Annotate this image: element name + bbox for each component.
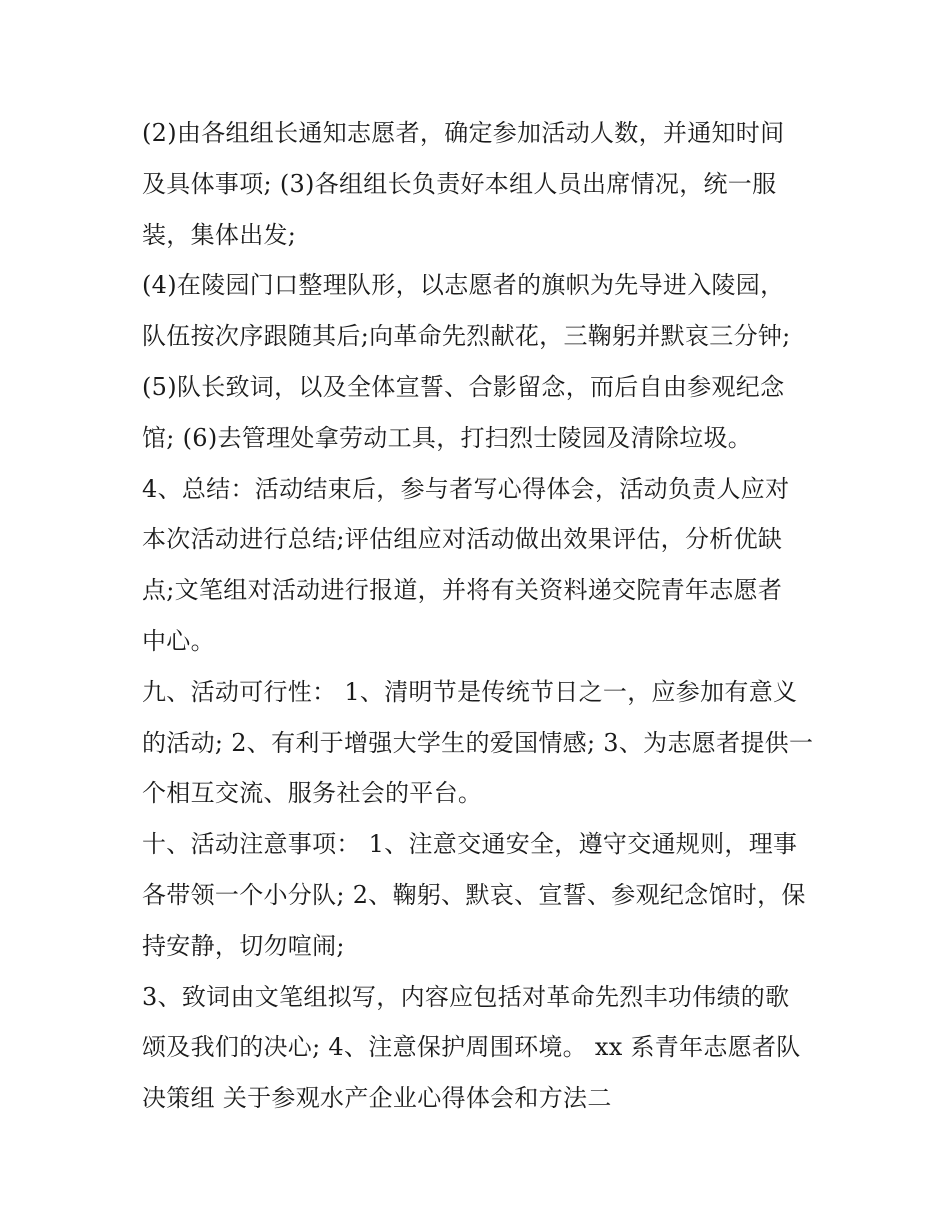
paragraph-summary: [142, 464, 822, 667]
text-line: 装，集体出发;: [142, 220, 297, 249]
text-line: 馆; (6)去管理处拿劳动工具，打扫烈士陵园及清除垃圾。: [142, 423, 753, 452]
text-line: 各带领一个小分队; 2、鞠躬、默哀、宣誓、参观纪念馆时，保: [142, 880, 806, 909]
text-line: 3、致词由文笔组拟写，内容应包括对革命先烈丰功伟绩的歌: [142, 982, 790, 1011]
paragraph-feasibility: [142, 667, 822, 819]
text-line: 决策组 关于参观水产企业心得体会和方法二: [142, 1084, 612, 1113]
text-line: 队伍按次序跟随其后;向革命先烈献花，三鞠躬并默哀三分钟;: [142, 322, 791, 351]
text-line: 4、总结：活动结束后，参与者写心得体会，活动负责人应对: [142, 474, 790, 503]
text-line: 个相互交流、服务社会的平台。: [142, 779, 483, 808]
text-line: 及具体事项; (3)各组组长负责好本组人员出席情况，统一服: [142, 169, 777, 198]
text-line: 中心。: [142, 626, 215, 655]
paragraph-closing: [142, 972, 822, 1124]
text-line: 持安静，切勿喧闹;: [142, 931, 345, 960]
text-line: (4)在陵园门口整理队形，以志愿者的旗帜为先导进入陵园，: [142, 271, 785, 300]
paragraph-activity-steps-2-3: [142, 108, 822, 260]
text-line: 十、活动注意事项： 1、注意交通安全，遵守交通规则，理事: [142, 830, 798, 859]
document-body: [142, 108, 822, 1124]
text-line: (5)队长致词，以及全体宣誓、合影留念，而后自由参观纪念: [142, 372, 785, 401]
text-line: 本次活动进行总结;评估组应对活动做出效果评估，分析优缺: [142, 525, 783, 554]
text-line: 九、活动可行性： 1、清明节是传统节日之一，应参加有意义: [142, 677, 798, 706]
paragraph-precautions: [142, 819, 822, 971]
text-line: (2)由各组组长通知志愿者，确定参加活动人数，并通知时间: [142, 119, 785, 147]
paragraph-activity-steps-4-6: [142, 260, 822, 463]
text-line: 颂及我们的决心; 4、注意保护周围环境。 xx 系青年志愿者队: [142, 1033, 801, 1062]
text-line: 点;文笔组对活动进行报道，并将有关资料递交院青年志愿者: [142, 576, 783, 605]
text-line: 的活动; 2、有利于增强大学生的爱国情感; 3、为志愿者提供一: [142, 728, 814, 757]
